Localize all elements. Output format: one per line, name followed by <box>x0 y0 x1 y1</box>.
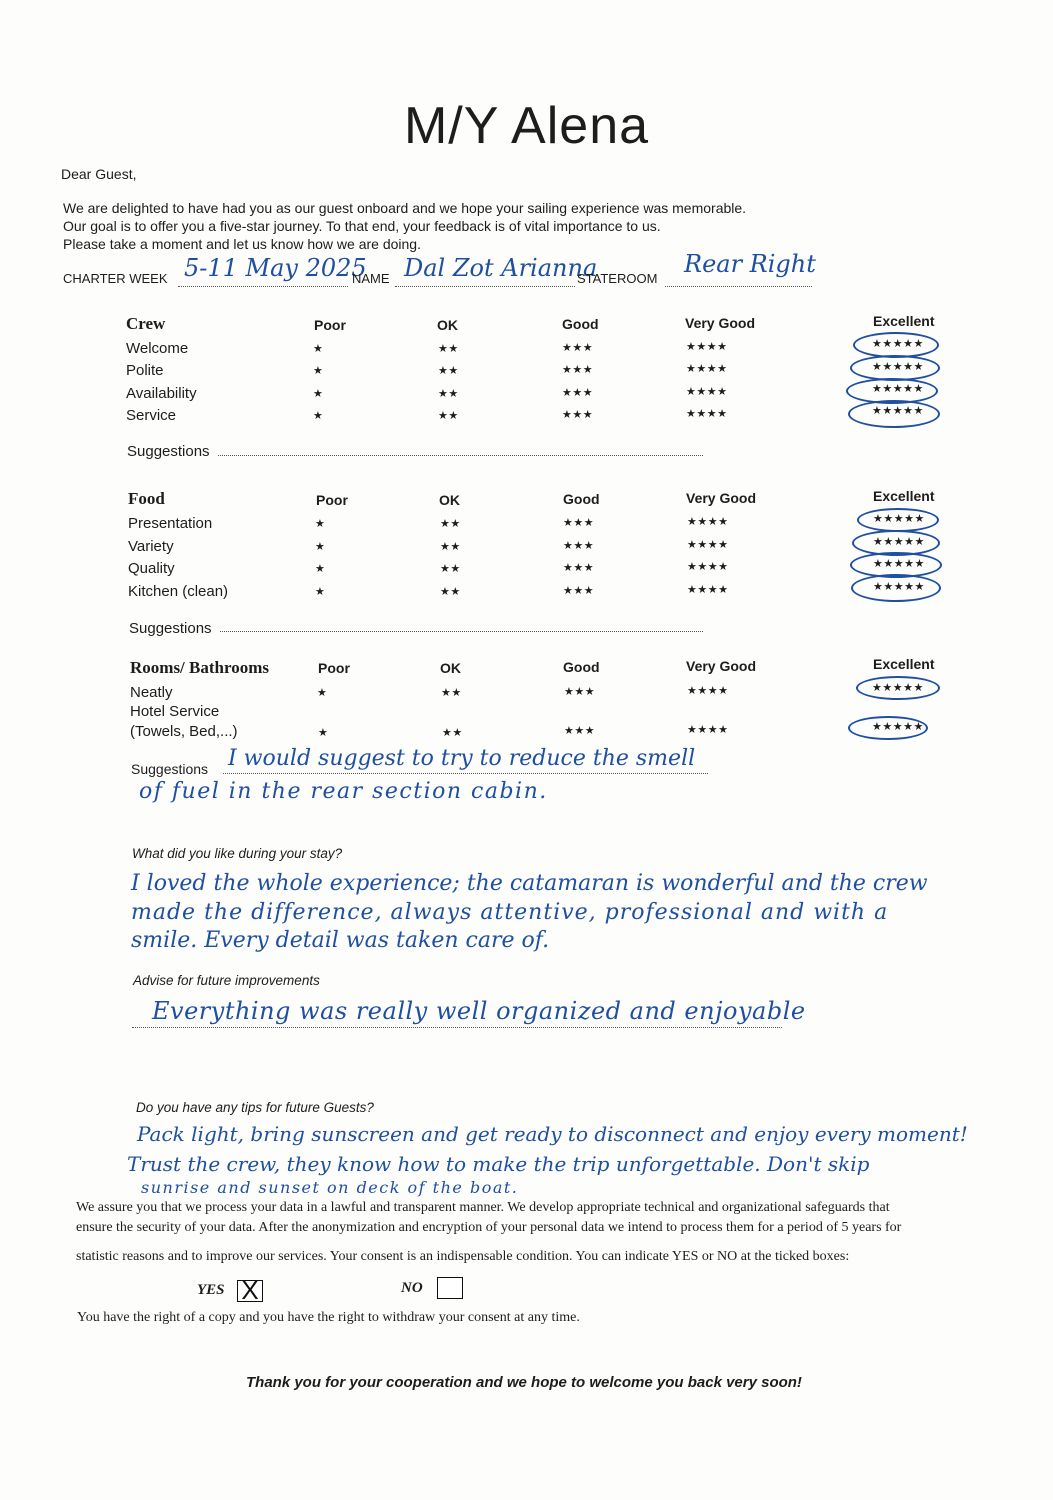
food-item-kitchen: Kitchen (clean) <box>128 583 229 600</box>
star-5[interactable]: ★★★★★ <box>872 338 924 350</box>
selection-circle <box>848 400 940 428</box>
star-3[interactable]: ★★★ <box>562 342 594 354</box>
intro-line-1: We are delighted to have had you as our guest onboard and we hope your sailing experience was memorable. <box>63 200 747 216</box>
rooms-col-good: Good <box>563 659 600 675</box>
crew-col-good: Good <box>562 316 599 332</box>
star-4[interactable]: ★★★★ <box>686 341 728 353</box>
star-4[interactable]: ★★★★ <box>687 539 729 551</box>
yes-label: YES <box>197 1282 225 1298</box>
star-4[interactable]: ★★★★ <box>687 516 729 528</box>
star-2[interactable]: ★★ <box>440 586 461 598</box>
star-3[interactable]: ★★★ <box>564 686 596 698</box>
intro-line-3: Please take a moment and let us know how we are doing. <box>63 236 421 252</box>
star-2[interactable]: ★★ <box>440 541 461 553</box>
yes-checkbox[interactable] <box>237 1275 263 1305</box>
star-4[interactable]: ★★★★ <box>686 386 728 398</box>
selection-circle <box>848 716 928 740</box>
crew-col-excellent: Excellent <box>873 313 935 329</box>
food-suggestions-label: Suggestions <box>129 620 212 637</box>
privacy-rights: You have the right of a copy and you have the right to withdraw your consent at any time. <box>77 1310 580 1325</box>
food-heading: Food <box>128 489 165 508</box>
tips-line-3[interactable]: sunrise and sunset on deck of the boat. <box>141 1178 519 1197</box>
rooms-suggestion-line-1[interactable]: I would suggest to try to reduce the smell <box>228 746 696 771</box>
star-2[interactable]: ★★ <box>440 563 461 575</box>
privacy-line-2: ensure the security of your data. After the anonymization and encryption of your personal data we intend to process them for a period of 5 years for <box>76 1220 902 1235</box>
crew-col-very-good: Very Good <box>685 315 756 331</box>
star-5[interactable]: ★★★★★ <box>872 721 924 733</box>
star-1[interactable]: ★ <box>315 541 326 553</box>
crew-heading: Crew <box>126 314 166 333</box>
rooms-item-towels: (Towels, Bed,...) <box>130 723 238 740</box>
star-1[interactable]: ★ <box>318 727 329 739</box>
star-3[interactable]: ★★★ <box>563 540 595 552</box>
greeting: Dear Guest, <box>61 166 137 182</box>
star-1[interactable]: ★ <box>313 410 324 422</box>
liked-line-2[interactable]: made the difference, always attentive, professional and with a <box>131 900 889 925</box>
star-2[interactable]: ★★ <box>438 365 459 377</box>
selection-circle <box>857 508 939 532</box>
star-2[interactable]: ★★ <box>440 518 461 530</box>
tips-question: Do you have any tips for future Guests? <box>136 1100 374 1115</box>
star-5[interactable]: ★★★★★ <box>873 513 925 525</box>
rooms-col-excellent: Excellent <box>873 656 935 672</box>
star-3[interactable]: ★★★ <box>563 517 595 529</box>
tips-line-2[interactable]: Trust the crew, they know how to make the trip unforgettable. Don't skip <box>127 1152 870 1176</box>
rooms-col-very-good: Very Good <box>686 658 757 674</box>
star-1[interactable]: ★ <box>315 563 326 575</box>
liked-line-1[interactable]: I loved the whole experience; the catamaran is wonderful and the crew <box>131 871 928 896</box>
star-4[interactable]: ★★★★ <box>686 363 728 375</box>
star-5[interactable]: ★★★★★ <box>873 536 925 548</box>
rooms-item-hotel-service: Hotel Service <box>130 703 220 720</box>
food-col-poor: Poor <box>316 492 348 508</box>
rooms-item-neatly: Neatly <box>130 684 173 701</box>
intro-line-2: Our goal is to offer you a five-star journey. To that end, your feedback is of vital importance to us. <box>63 218 661 234</box>
rooms-suggestion-line-2[interactable]: of fuel in the rear section cabin. <box>139 779 548 804</box>
star-3[interactable]: ★★★ <box>562 409 594 421</box>
yes-checkmark: X <box>241 1275 259 1305</box>
star-1[interactable]: ★ <box>315 586 326 598</box>
liked-question: What did you like during your stay? <box>132 846 343 861</box>
crew-col-poor: Poor <box>314 317 346 333</box>
privacy-line-1: We assure you that we process your data in a lawful and transparent manner. We develop appropriate technical and organizational safeguards that <box>76 1200 890 1215</box>
star-4[interactable]: ★★★★ <box>687 561 729 573</box>
star-4[interactable]: ★★★★ <box>687 685 729 697</box>
star-3[interactable]: ★★★ <box>563 562 595 574</box>
crew-item-service: Service <box>126 407 177 424</box>
star-5[interactable]: ★★★★★ <box>872 383 924 395</box>
selection-circle <box>851 574 941 602</box>
rooms-heading: Rooms/ Bathrooms <box>130 658 269 677</box>
advise-question: Advise for future improvements <box>133 973 320 988</box>
star-2[interactable]: ★★ <box>438 410 459 422</box>
name-label: NAME <box>352 271 390 286</box>
star-3[interactable]: ★★★ <box>564 725 596 737</box>
stateroom-label: STATEROOM <box>577 271 658 286</box>
star-4[interactable]: ★★★★ <box>686 408 728 420</box>
star-4[interactable]: ★★★★ <box>687 724 729 736</box>
star-4[interactable]: ★★★★ <box>687 584 729 596</box>
name-value[interactable]: Dal Zot Arianna <box>404 254 598 282</box>
star-3[interactable]: ★★★ <box>562 364 594 376</box>
no-checkbox[interactable] <box>437 1277 463 1299</box>
star-3[interactable]: ★★★ <box>562 387 594 399</box>
star-1[interactable]: ★ <box>315 518 326 530</box>
food-col-very-good: Very Good <box>686 490 757 506</box>
star-1[interactable]: ★ <box>317 687 328 699</box>
liked-line-3[interactable]: smile. Every detail was taken care of. <box>131 928 550 953</box>
star-1[interactable]: ★ <box>313 365 324 377</box>
crew-item-welcome: Welcome <box>126 340 189 357</box>
star-5[interactable]: ★★★★★ <box>873 581 925 593</box>
star-3[interactable]: ★★★ <box>563 585 595 597</box>
crew-item-polite: Polite <box>126 362 164 379</box>
charter-week-label: CHARTER WEEK <box>63 271 168 286</box>
rooms-suggestions-label: Suggestions <box>131 761 209 777</box>
food-item-variety: Variety <box>128 538 174 555</box>
selection-circle <box>856 676 940 700</box>
rooms-col-ok: OK <box>440 660 461 676</box>
page-title: M/Y Alena <box>403 97 650 155</box>
star-5[interactable]: ★★★★★ <box>872 682 924 694</box>
advise-answer[interactable]: Everything was really well organized and enjoyable <box>152 997 806 1025</box>
crew-suggestions-label: Suggestions <box>127 443 210 460</box>
crew-item-availability: Availability <box>126 385 197 402</box>
food-col-excellent: Excellent <box>873 488 935 504</box>
star-5[interactable]: ★★★★★ <box>872 361 924 373</box>
star-2[interactable]: ★★ <box>438 388 459 400</box>
rooms-col-poor: Poor <box>318 660 350 676</box>
crew-col-ok: OK <box>437 317 458 333</box>
food-col-ok: OK <box>439 492 460 508</box>
star-2[interactable]: ★★ <box>438 343 459 355</box>
charter-week-value[interactable]: 5-11 May 2025 <box>184 254 367 282</box>
thank-you-message: Thank you for your cooperation and we hope to welcome you back very soon! <box>246 1374 802 1391</box>
privacy-line-3: statistic reasons and to improve our services. Your consent is an indispensable condition. You can indicate YES or NO at the ticked boxes: <box>76 1249 850 1264</box>
stateroom-value[interactable]: Rear Right <box>684 250 816 278</box>
star-5[interactable]: ★★★★★ <box>873 558 925 570</box>
food-item-presentation: Presentation <box>128 515 213 532</box>
food-col-good: Good <box>563 491 600 507</box>
star-5[interactable]: ★★★★★ <box>872 405 924 417</box>
star-1[interactable]: ★ <box>313 343 324 355</box>
star-1[interactable]: ★ <box>313 388 324 400</box>
no-label: NO <box>401 1280 423 1296</box>
star-2[interactable]: ★★ <box>442 727 463 739</box>
tips-line-1[interactable]: Pack light, bring sunscreen and get ready to disconnect and enjoy every moment! <box>137 1122 968 1146</box>
star-2[interactable]: ★★ <box>441 687 462 699</box>
food-item-quality: Quality <box>128 560 175 577</box>
